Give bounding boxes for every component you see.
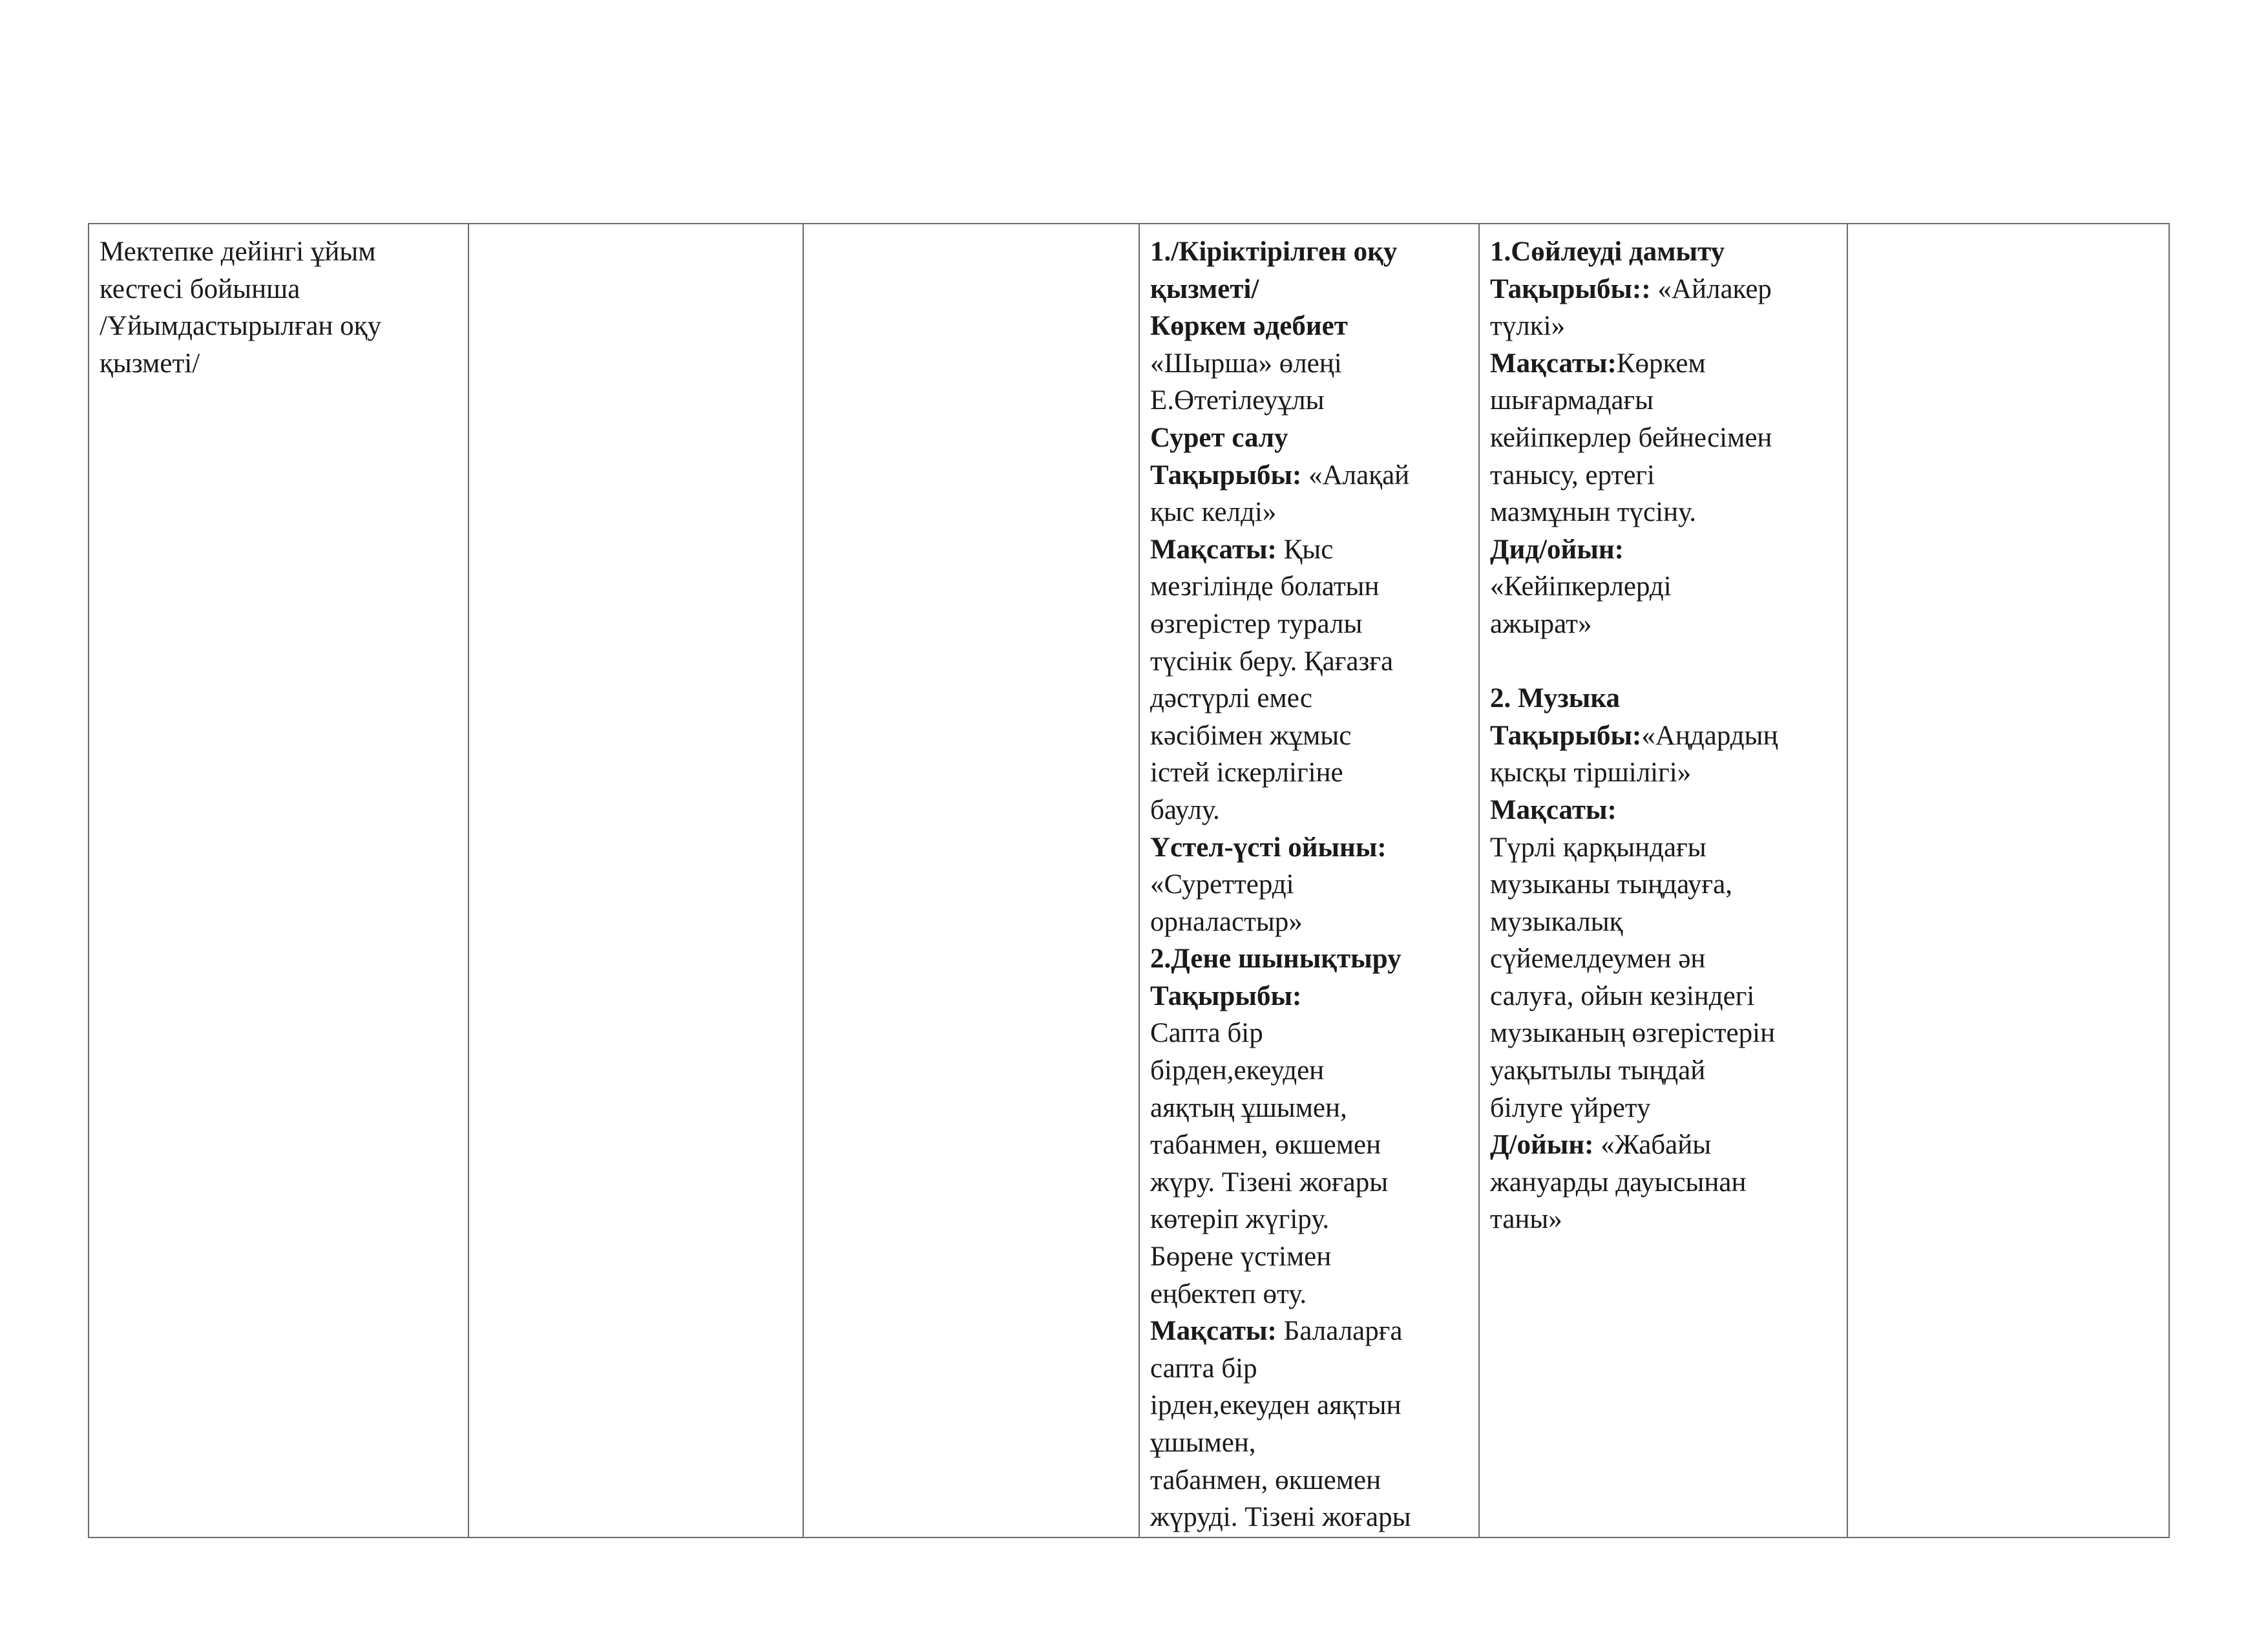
col5-line-2-bold: Тақырыбы::	[1490, 273, 1651, 304]
row-label-line-1: Мектепке дейінгі ұйым	[100, 237, 376, 267]
col4-line-26: жүру. Тізені жоғары	[1150, 1167, 1389, 1198]
col4-line-31: сапта бір	[1150, 1353, 1257, 1384]
col5-line-9: Дид/ойын:	[1490, 534, 1624, 565]
col4-line-33: ұшымен,	[1150, 1428, 1256, 1458]
col5-line-4-text: Көркем	[1616, 348, 1706, 379]
col4-line-28: Бөрене үстімен	[1150, 1241, 1332, 1273]
col5-line-17: музыканы тыңдауға,	[1490, 869, 1733, 900]
col4-line-30	[1150, 1313, 1468, 1350]
empty-cell-2	[468, 224, 803, 1537]
col4-line-4: «Шырша» өлеңі	[1150, 348, 1342, 379]
col4-line-7-bold: Тақырыбы:	[1150, 460, 1302, 491]
col4-line-6: Сурет салу	[1150, 422, 1288, 453]
col4-line-12: түсінік беру. Қағазға	[1150, 646, 1394, 677]
col4-line-2: қызметі/	[1150, 273, 1259, 304]
col4-line-34: табанмен, өкшемен	[1150, 1464, 1381, 1495]
col5-line-4	[1490, 345, 1836, 383]
col5-line-8: мазмұнын түсіну.	[1490, 497, 1697, 528]
col5-line-25: жануарды дауысынан	[1490, 1167, 1747, 1198]
col4-line-20: 2.Дене шынықтыру	[1150, 944, 1402, 975]
col4-line-15: істей іскерлігіне	[1150, 757, 1343, 788]
col5-line-3: түлкі»	[1490, 311, 1566, 342]
col5-line-24-bold: Д/ойын:	[1490, 1130, 1594, 1161]
col4-line-22: Сапта бір	[1150, 1018, 1263, 1049]
empty-cell-6	[1847, 224, 2169, 1537]
col5-line-2	[1490, 271, 1836, 308]
col5-line-13-bold: Тақырыбы:	[1490, 720, 1642, 751]
col4-line-7	[1150, 457, 1468, 494]
col5-line-14: қысқы тіршілігі»	[1490, 757, 1692, 788]
plan-table	[88, 223, 2170, 1538]
col4-line-24: аяқтың ұшымен,	[1150, 1092, 1347, 1123]
col5-line-19: сүйемелдеумен ән	[1490, 944, 1706, 975]
col5-line-16: Түрлі қарқындағы	[1490, 832, 1706, 863]
col4-line-23: бірден,екеуден	[1150, 1055, 1325, 1086]
col5-line-18: музыкалық	[1490, 906, 1623, 937]
col5-blank-line	[1490, 643, 1836, 681]
col4-line-13: дәстүрлі емес	[1150, 683, 1312, 714]
activities-cell-4	[1139, 224, 1479, 1537]
col5-line-7: танысу, ертегі	[1490, 460, 1655, 491]
col5-line-11: ажырат»	[1490, 608, 1592, 639]
col4-line-8: қыс келді»	[1150, 497, 1277, 528]
col5-line-24	[1490, 1126, 1836, 1164]
col4-line-10: мезгілінде болатын	[1150, 571, 1380, 602]
row-label-line-3: /Ұйымдастырылған оқу	[100, 311, 382, 342]
col4-line-35: жүруді. Тізені жоғары	[1150, 1502, 1411, 1533]
col4-line-9-text: Қыс	[1276, 534, 1334, 565]
row-label-line-2: кестесі бойынша	[100, 273, 300, 304]
col4-line-9-bold: Мақсаты:	[1150, 534, 1277, 565]
col5-line-13	[1490, 717, 1836, 755]
activities-cell-5	[1479, 224, 1847, 1537]
col5-line-6: кейіпкерлер бейнесімен	[1490, 422, 1772, 453]
col4-line-5: Е.Өтетілеуұлы	[1150, 385, 1325, 416]
row-label-line-4: қызметі/	[100, 348, 200, 379]
col4-line-11: өзгерістер туралы	[1150, 608, 1363, 639]
col4-line-3: Көркем әдебиет	[1150, 311, 1348, 342]
col5-line-1: 1.Сөйлеуді дамыту	[1490, 237, 1725, 267]
col5-line-12: 2. Музыка	[1490, 683, 1620, 714]
col5-line-2-text: «Айлакер	[1650, 273, 1772, 304]
col4-line-30-text: Балаларға	[1276, 1316, 1403, 1347]
col5-line-22: уақытылы тыңдай	[1490, 1055, 1706, 1086]
row-label-cell	[89, 224, 468, 1537]
col4-line-21: Тақырыбы:	[1150, 980, 1302, 1011]
col5-line-5: шығармадағы	[1490, 385, 1654, 416]
empty-cell-3	[803, 224, 1139, 1537]
table-row	[89, 224, 2169, 1537]
col5-line-21: музыканың өзгерістерін	[1490, 1018, 1776, 1049]
col4-line-17: Үстел-үсті ойыны:	[1150, 832, 1387, 863]
col4-line-19: орналастыр»	[1150, 906, 1303, 937]
col4-line-27: көтеріп жүгіру.	[1150, 1204, 1330, 1235]
col5-line-24-text: «Жабайы	[1593, 1130, 1712, 1161]
col4-line-32: ірден,екеуден аяқтын	[1150, 1390, 1402, 1421]
col4-line-25: табанмен, өкшемен	[1150, 1130, 1381, 1161]
col4-line-1: 1./Кіріктірілген оқу	[1150, 237, 1398, 267]
col5-line-23: білуге үйрету	[1490, 1092, 1651, 1123]
col5-line-10: «Кейіпкерлерді	[1490, 571, 1672, 602]
col5-line-15: Мақсаты:	[1490, 794, 1617, 825]
col5-line-26: таны»	[1490, 1204, 1562, 1235]
col4-line-29: еңбектеп өту.	[1150, 1278, 1307, 1309]
col4-line-9	[1150, 531, 1468, 569]
col5-line-13-text: «Аңдардың	[1641, 720, 1778, 751]
col4-line-18: «Суреттерді	[1150, 869, 1294, 900]
col4-line-7-text: «Алақай	[1301, 460, 1410, 491]
col4-line-30-bold: Мақсаты:	[1150, 1316, 1277, 1347]
col4-line-16: баулу.	[1150, 794, 1220, 825]
col5-line-20: салуға, ойын кезіндегі	[1490, 980, 1755, 1011]
col4-line-14: кәсібімен жұмыс	[1150, 720, 1352, 751]
col5-line-4-bold: Мақсаты:	[1490, 348, 1617, 379]
